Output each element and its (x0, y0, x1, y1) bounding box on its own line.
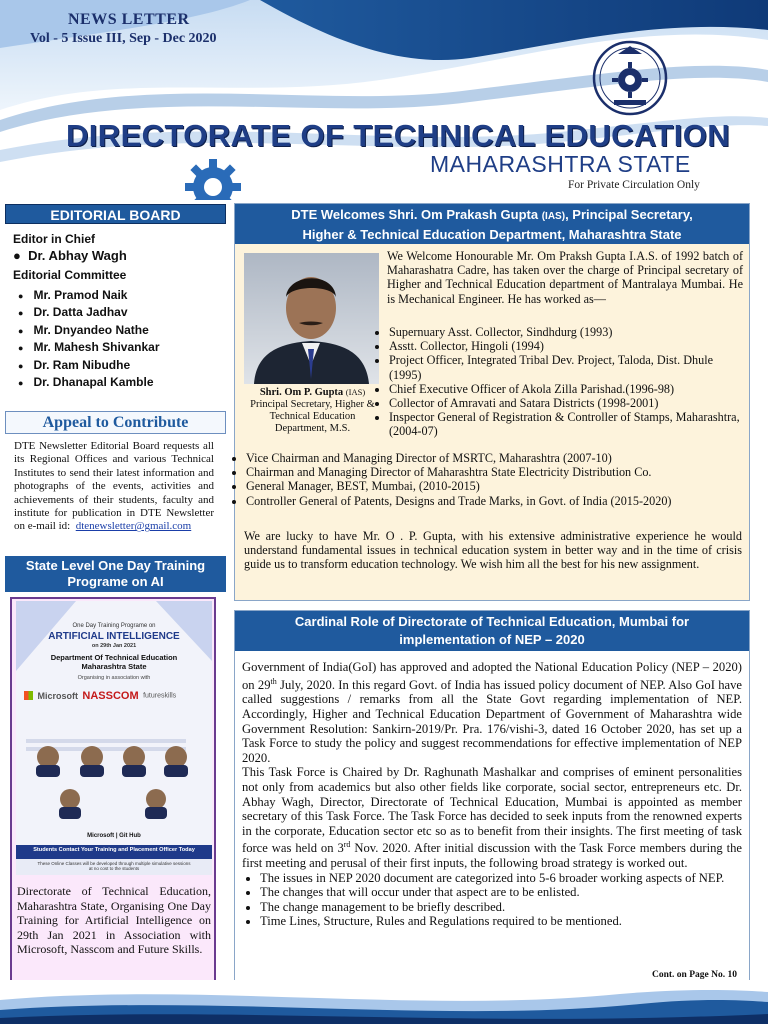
appeal-body: DTE Newsletter Editorial Board requests all its Regional Offices and various Technical Institutes to send their latest information and photographs of the events, activities and achievements of their students, faculty and institute for publication in DTE Newsletter on e-mail id: dtenewsletter@gmail.com (14, 440, 214, 533)
poster-intro: One Day Training Programe on (72, 623, 156, 629)
career-item: • Inspector General of Registration & Controller of Stamps, Maharashtra,(2004-07) (389, 410, 743, 438)
editorial-committee-label: Editorial Committee (13, 268, 127, 282)
article-welcome-intro: We Welcome Honourable Mr. Om Praksh Gupta I.A.S. of 1992 batch of Maharashatra Cadre, has taken over the charge of Principal secretary of Higher and Technical Education department of Mantralaya Mumbai. He is Mechanical Engineer. He has worked as— (387, 249, 743, 306)
career-item: • General Manager, BEST, Mumbai, (2010-2015) (246, 479, 744, 493)
article-welcome-closing: We are lucky to have Mr. O . P. Gupta, with his extensive administrative experience he would understand fundamental issues in technical education system in better way and in the time of crisis guide us to transform education technology. We wish him all the best for his new assignment. (244, 529, 742, 572)
bullet-icon: ● (18, 360, 24, 371)
committee-member: ● Mr. Dnyandeo Nathe (18, 322, 149, 337)
poster-footer-note: These Online Classes will be developed through multiple simulative sessions at no cost to the students (37, 861, 191, 871)
official-portrait-photo (244, 253, 379, 384)
article-nep-body (242, 660, 742, 929)
strategy-item: • The issues in NEP 2020 document are categorized into 5-6 broader working aspects of NEP. (260, 871, 742, 886)
poster-state: Maharashtra State (81, 662, 147, 671)
poster-title: ARTIFICIAL INTELLIGENCE (48, 631, 180, 642)
career-item: • Chairman and Managing Director of Maharashtra State Electricity Distribution Co. (246, 465, 744, 479)
article-nep-heading: Cardinal Role of Directorate of Technical Education, Mumbai for implementation of NEP – 2020 (235, 611, 749, 651)
editor-in-chief-label: Editor in Chief (13, 232, 95, 246)
poster-banner: Students Contact Your Training and Placement Officer Today (33, 847, 195, 853)
bullet-icon: ● (18, 343, 24, 354)
poster-date: on 29th Jan 2021 (91, 643, 137, 649)
career-list-top (371, 325, 743, 439)
editor-in-chief-name: ● Dr. Abhay Wagh (13, 248, 127, 263)
footer-wave-background (0, 980, 768, 1024)
ai-training-poster (16, 601, 212, 875)
article-welcome-heading: DTE Welcomes Shri. Om Prakash Gupta (IAS), Principal Secretary, Higher & Technical Education Department, Maharashtra State (235, 204, 749, 244)
committee-member: ● Dr. Ram Nibudhe (18, 357, 131, 372)
org-subtitle: MAHARASHTRA STATE (430, 151, 691, 177)
org-title: DIRECTORATE OF TECHNICAL EDUCATION (66, 118, 731, 153)
strategy-item: • Time Lines, Structure, Rules and Regulations required to be mentioned. (260, 914, 742, 929)
poster-partner-logos: Microsoft NASSCOM futureskills (24, 687, 212, 703)
poster-speaker-photos (16, 719, 212, 839)
editorial-board-heading: EDITORIAL BOARD (5, 204, 226, 224)
issue-info: Vol - 5 Issue III, Sep - Dec 2020 (30, 31, 217, 46)
career-item: • Supernuary Asst. Collector, Sindhdurg (1993) (389, 325, 743, 339)
portrait-caption: Shri. Om P. Gupta (IAS) Principal Secretary, Higher & Technical Education Department, M.S. (250, 387, 375, 434)
career-list-bottom (228, 451, 744, 508)
poster-org: Department Of Technical Education (50, 653, 178, 662)
newsletter-title: NEWS LETTER (68, 11, 190, 28)
career-item: • Vice Chairman and Managing Director of MSRTC, Maharashtra (2007-10) (246, 451, 744, 465)
poster-github: Microsoft | Git Hub (87, 833, 141, 839)
committee-list (18, 288, 160, 392)
nep-strategy-list (242, 871, 742, 929)
poster-assoc: Organising in association with (77, 675, 151, 681)
dte-emblem-icon (588, 36, 672, 120)
nep-paragraph: Government of India(GoI) has approved and adopted the National Education Policy (NEP – 2020) on 29th July, 2020. In this regard Govt. of India has issued policy document of NEP. Also GoI have called suggestions / remarks from all the State Govt regarding implementation of NEP. Accordingly, Higher and Technical Education Department of Government of Maharashtra wide Government Resolution: Sankirn-2019/Pr. Pra. 176/vishi-3, dated 16 October 2020, has set up a Task Force to study the policy and suggest recommendations for effective implementation of NEP 2020. (242, 660, 742, 765)
contact-email-link[interactable]: dtenewsletter@gmail.com (75, 520, 192, 533)
bullet-icon: ● (13, 248, 29, 263)
strategy-item: • The change management to be briefly described. (260, 900, 742, 915)
career-item: • Project Officer, Integrated Tribal Dev. Project, Taloda, Dist. Dhule (1995) (389, 353, 743, 381)
career-item: • Collector of Amravati and Satara Districts (1998-2001) (389, 396, 743, 410)
committee-member: ● Dr. Datta Jadhav (18, 305, 128, 320)
microsoft-logo-icon (24, 691, 33, 700)
bullet-icon: ● (18, 291, 24, 301)
nep-paragraph: This Task Force is Chaired by Dr. Raghunath Mashalkar and comprises of eminent personalities not only from academics but also other fields like corporate, social sector, entrepreneurs etc. Dr. Abhay Wagh, Director, Directorate of Technical Education, Mumbai is appointed as member secretary of this Task Force. The Task Force has decided to seek inputs from the renowned experts in the corporate, Education sector etc so as to benefit from their insights. The first meeting of task force was held on 3rd Nov. 2020. After initial discussion with the Task Force members during the first meeting and perusal of their first inputs, the following broad strategy is worked out. (242, 765, 742, 871)
circulation-note: For Private Circulation Only (568, 179, 700, 191)
ai-training-heading: State Level One Day Training Programe on AI (5, 556, 226, 592)
bullet-icon: ● (18, 325, 24, 336)
committee-member: ● Mr. Pramod Naik (18, 288, 128, 302)
appeal-heading: Appeal to Contribute (5, 411, 226, 434)
committee-member: ● Dr. Dhanapal Kamble (18, 374, 154, 389)
bullet-icon: ● (18, 377, 24, 388)
strategy-item: • The changes that will occur under that aspect are to be enlisted. (260, 885, 742, 900)
committee-member: ● Mr. Mahesh Shivankar (18, 340, 160, 355)
continued-note: Cont. on Page No. 10 (652, 970, 737, 980)
career-item: • Controller General of Patents, Designs and Trade Marks, in Govt. of India (2015-2020) (246, 494, 744, 508)
career-item: • Chief Executive Officer of Akola Zilla Parishad.(1996-98) (389, 382, 743, 396)
ai-training-caption: Directorate of Technical Education, Maharashtra State, Organising One Day Training for Artificial Intelligence on 29th Jan 2021 in Association with Microsoft, Nasscom and Future Skills. (17, 884, 211, 956)
career-item: • Asstt. Collector, Hingoli (1994) (389, 339, 743, 353)
bullet-icon: ● (18, 308, 24, 319)
